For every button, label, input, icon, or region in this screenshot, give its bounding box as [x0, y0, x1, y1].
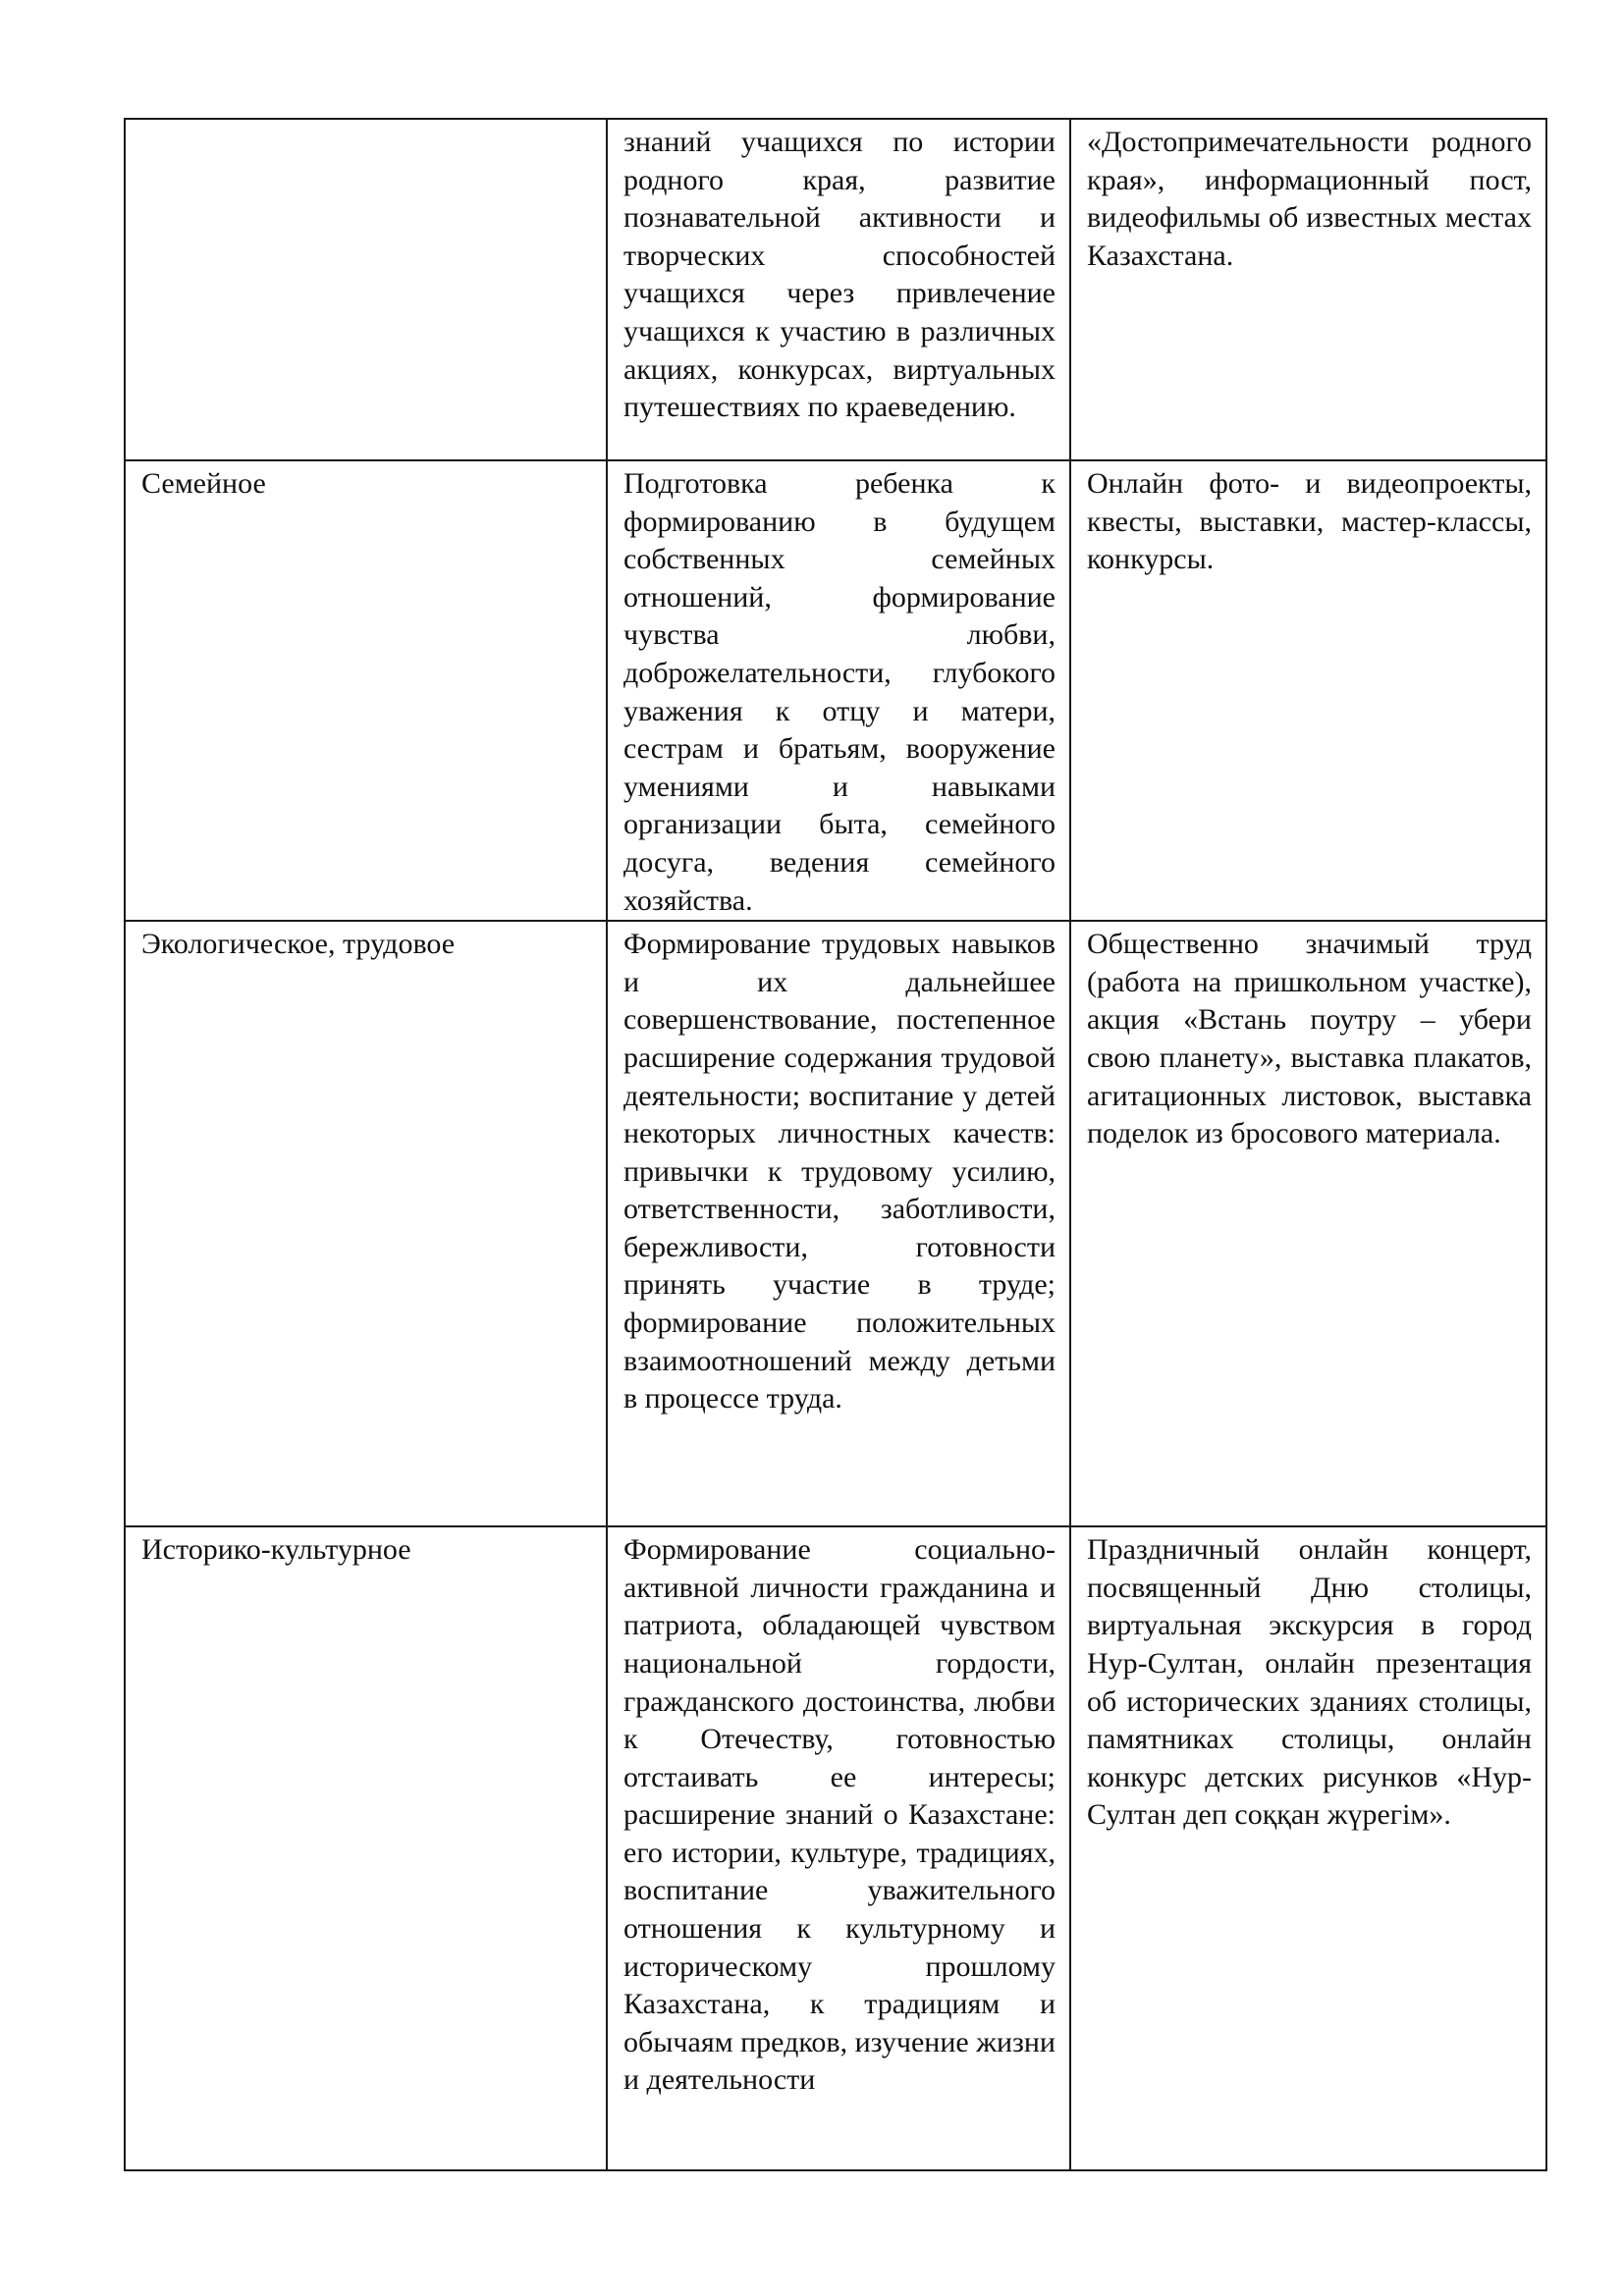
forms-cell: Праздничный онлайн концерт, посвященный Дню столицы, виртуальная экскурсия в город Нур-Султан, онлайн презентация об исторических зданиях столицы, памятниках столицы, онлайн конкурс детских рисунков «Нур-Султан деп соққан жүрегім».: [1070, 1526, 1546, 2170]
direction-cell: Историко-культурное: [125, 1526, 607, 2170]
direction-cell: Экологическое, трудовое: [125, 921, 607, 1526]
table-row: [125, 1526, 1546, 2170]
goal-cell: Формирование трудовых навыков и их дальнейшее совершенствование, постепенное расширение содержания трудовой деятельности; воспитание у детей некоторых личностных качеств: привычки к трудовому усилию, ответственности, заботливости, бережливости, готовности принять участие в труде; формирование положительных взаимоотношений между детьми в процессе труда.: [607, 921, 1070, 1526]
education-plan-table: [124, 118, 1547, 2171]
goal-cell: Формирование социально-активной личности гражданина и патриота, обладающей чувством национальной гордости, гражданского достоинства, любви к Отечеству, готовностью отстаивать ее интересы; расширение знаний о Казахстане: его истории, культуре, традициях, воспитание уважительного отношения к культурному и историческому прошлому Казахстана, к традициям и обычаям предков, изучение жизни и деятельности: [607, 1526, 1070, 2170]
table-row: [125, 460, 1546, 921]
forms-cell: Онлайн фото- и видеопроекты, квесты, выставки, мастер-классы, конкурсы.: [1070, 460, 1546, 921]
forms-cell: «Достопримечательности родного края», информационный пост, видеофильмы об известных местах Казахстана.: [1070, 119, 1546, 460]
goal-cell: Подготовка ребенка к формированию в будущем собственных семейных отношений, формирование чувства любви, доброжелательности, глубокого уважения к отцу и матери, сестрам и братьям, вооружение умениями и навыками организации быта, семейного досуга, ведения семейного хозяйства.: [607, 460, 1070, 921]
direction-cell: Семейное: [125, 460, 607, 921]
goal-cell: знаний учащихся по истории родного края, развитие познавательной активности и творческих способностей учащихся через привлечение учащихся к участию в различных акциях, конкурсах, виртуальных путешествиях по краеведению.: [607, 119, 1070, 460]
forms-cell: Общественно значимый труд (работа на пришкольном участке), акция «Встань поутру – убери свою планету», выставка плакатов, агитационных листовок, выставка поделок из бросового материала.: [1070, 921, 1546, 1526]
table-row: [125, 119, 1546, 460]
direction-cell: [125, 119, 607, 460]
table-row: [125, 921, 1546, 1526]
